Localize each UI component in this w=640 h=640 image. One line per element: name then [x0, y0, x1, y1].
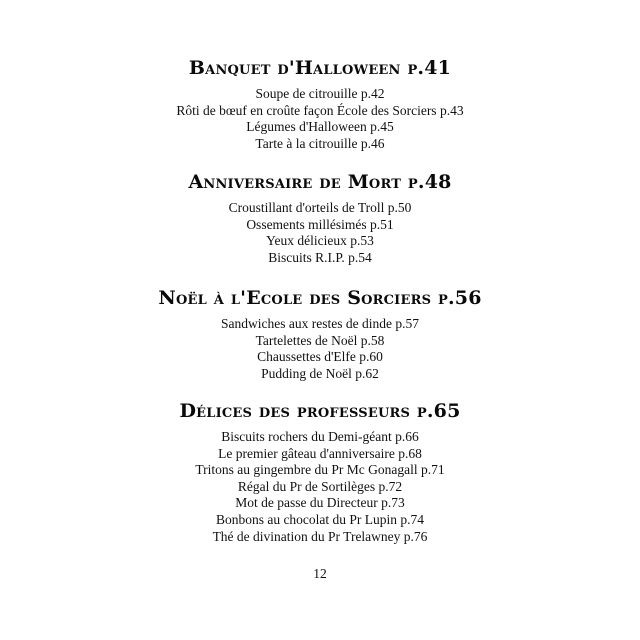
section-banquet-halloween — [0, 56, 640, 152]
recipe-entry: Rôti de bœuf en croûte façon École des Sorciers p.43 — [176, 102, 464, 118]
recipe-entry: Biscuits R.I.P. p.54 — [268, 249, 372, 265]
section-heading: Noël à l'Ecole des Sorciers p.56 — [158, 287, 482, 309]
recipe-entry: Chaussettes d'Elfe p.60 — [257, 349, 383, 365]
recipe-entry: Soupe de citrouille p.42 — [255, 86, 385, 101]
recipe-entry: Biscuits rochers du Demi-géant p.66 — [221, 429, 419, 444]
recipe-entry: Yeux délicieux p.53 — [266, 233, 374, 249]
recipe-entry: Légumes d'Halloween p.45 — [246, 119, 394, 135]
recipe-entry: Ossements millésimés p.51 — [246, 216, 394, 232]
section-heading: Anniversaire de Mort p.48 — [188, 171, 452, 193]
section-heading: Délices des professeurs p.65 — [179, 400, 461, 422]
recipe-entry: Le premier gâteau d'anniversaire p.68 — [218, 445, 422, 461]
recipe-entry: Thé de divination du Pr Trelawney p.76 — [212, 528, 428, 544]
recipe-entry: Régal du Pr de Sortilèges p.72 — [237, 478, 403, 494]
recipe-entry: Croustillant d'orteils de Troll p.50 — [228, 200, 412, 215]
recipe-entry: Tritons au gingembre du Pr Mc Gonagall p.71 — [195, 462, 445, 478]
recipe-entry: Mot de passe du Directeur p.73 — [235, 495, 405, 511]
section-anniversaire-de-mort — [0, 170, 640, 266]
section-delices-professeurs — [0, 399, 640, 545]
recipe-entry: Pudding de Noël p.62 — [261, 365, 379, 381]
section-noel-ecole-sorciers — [0, 286, 640, 382]
recipe-entry: Sandwiches aux restes de dinde p.57 — [221, 316, 419, 331]
page-number: 12 — [313, 566, 327, 581]
recipe-entry: Tarte à la citrouille p.46 — [255, 135, 385, 151]
recipe-entry: Tartelettes de Noël p.58 — [255, 332, 385, 348]
recipe-entry: Bonbons au chocolat du Pr Lupin p.74 — [215, 511, 425, 527]
section-heading: Banquet d'Halloween p.41 — [188, 57, 452, 79]
